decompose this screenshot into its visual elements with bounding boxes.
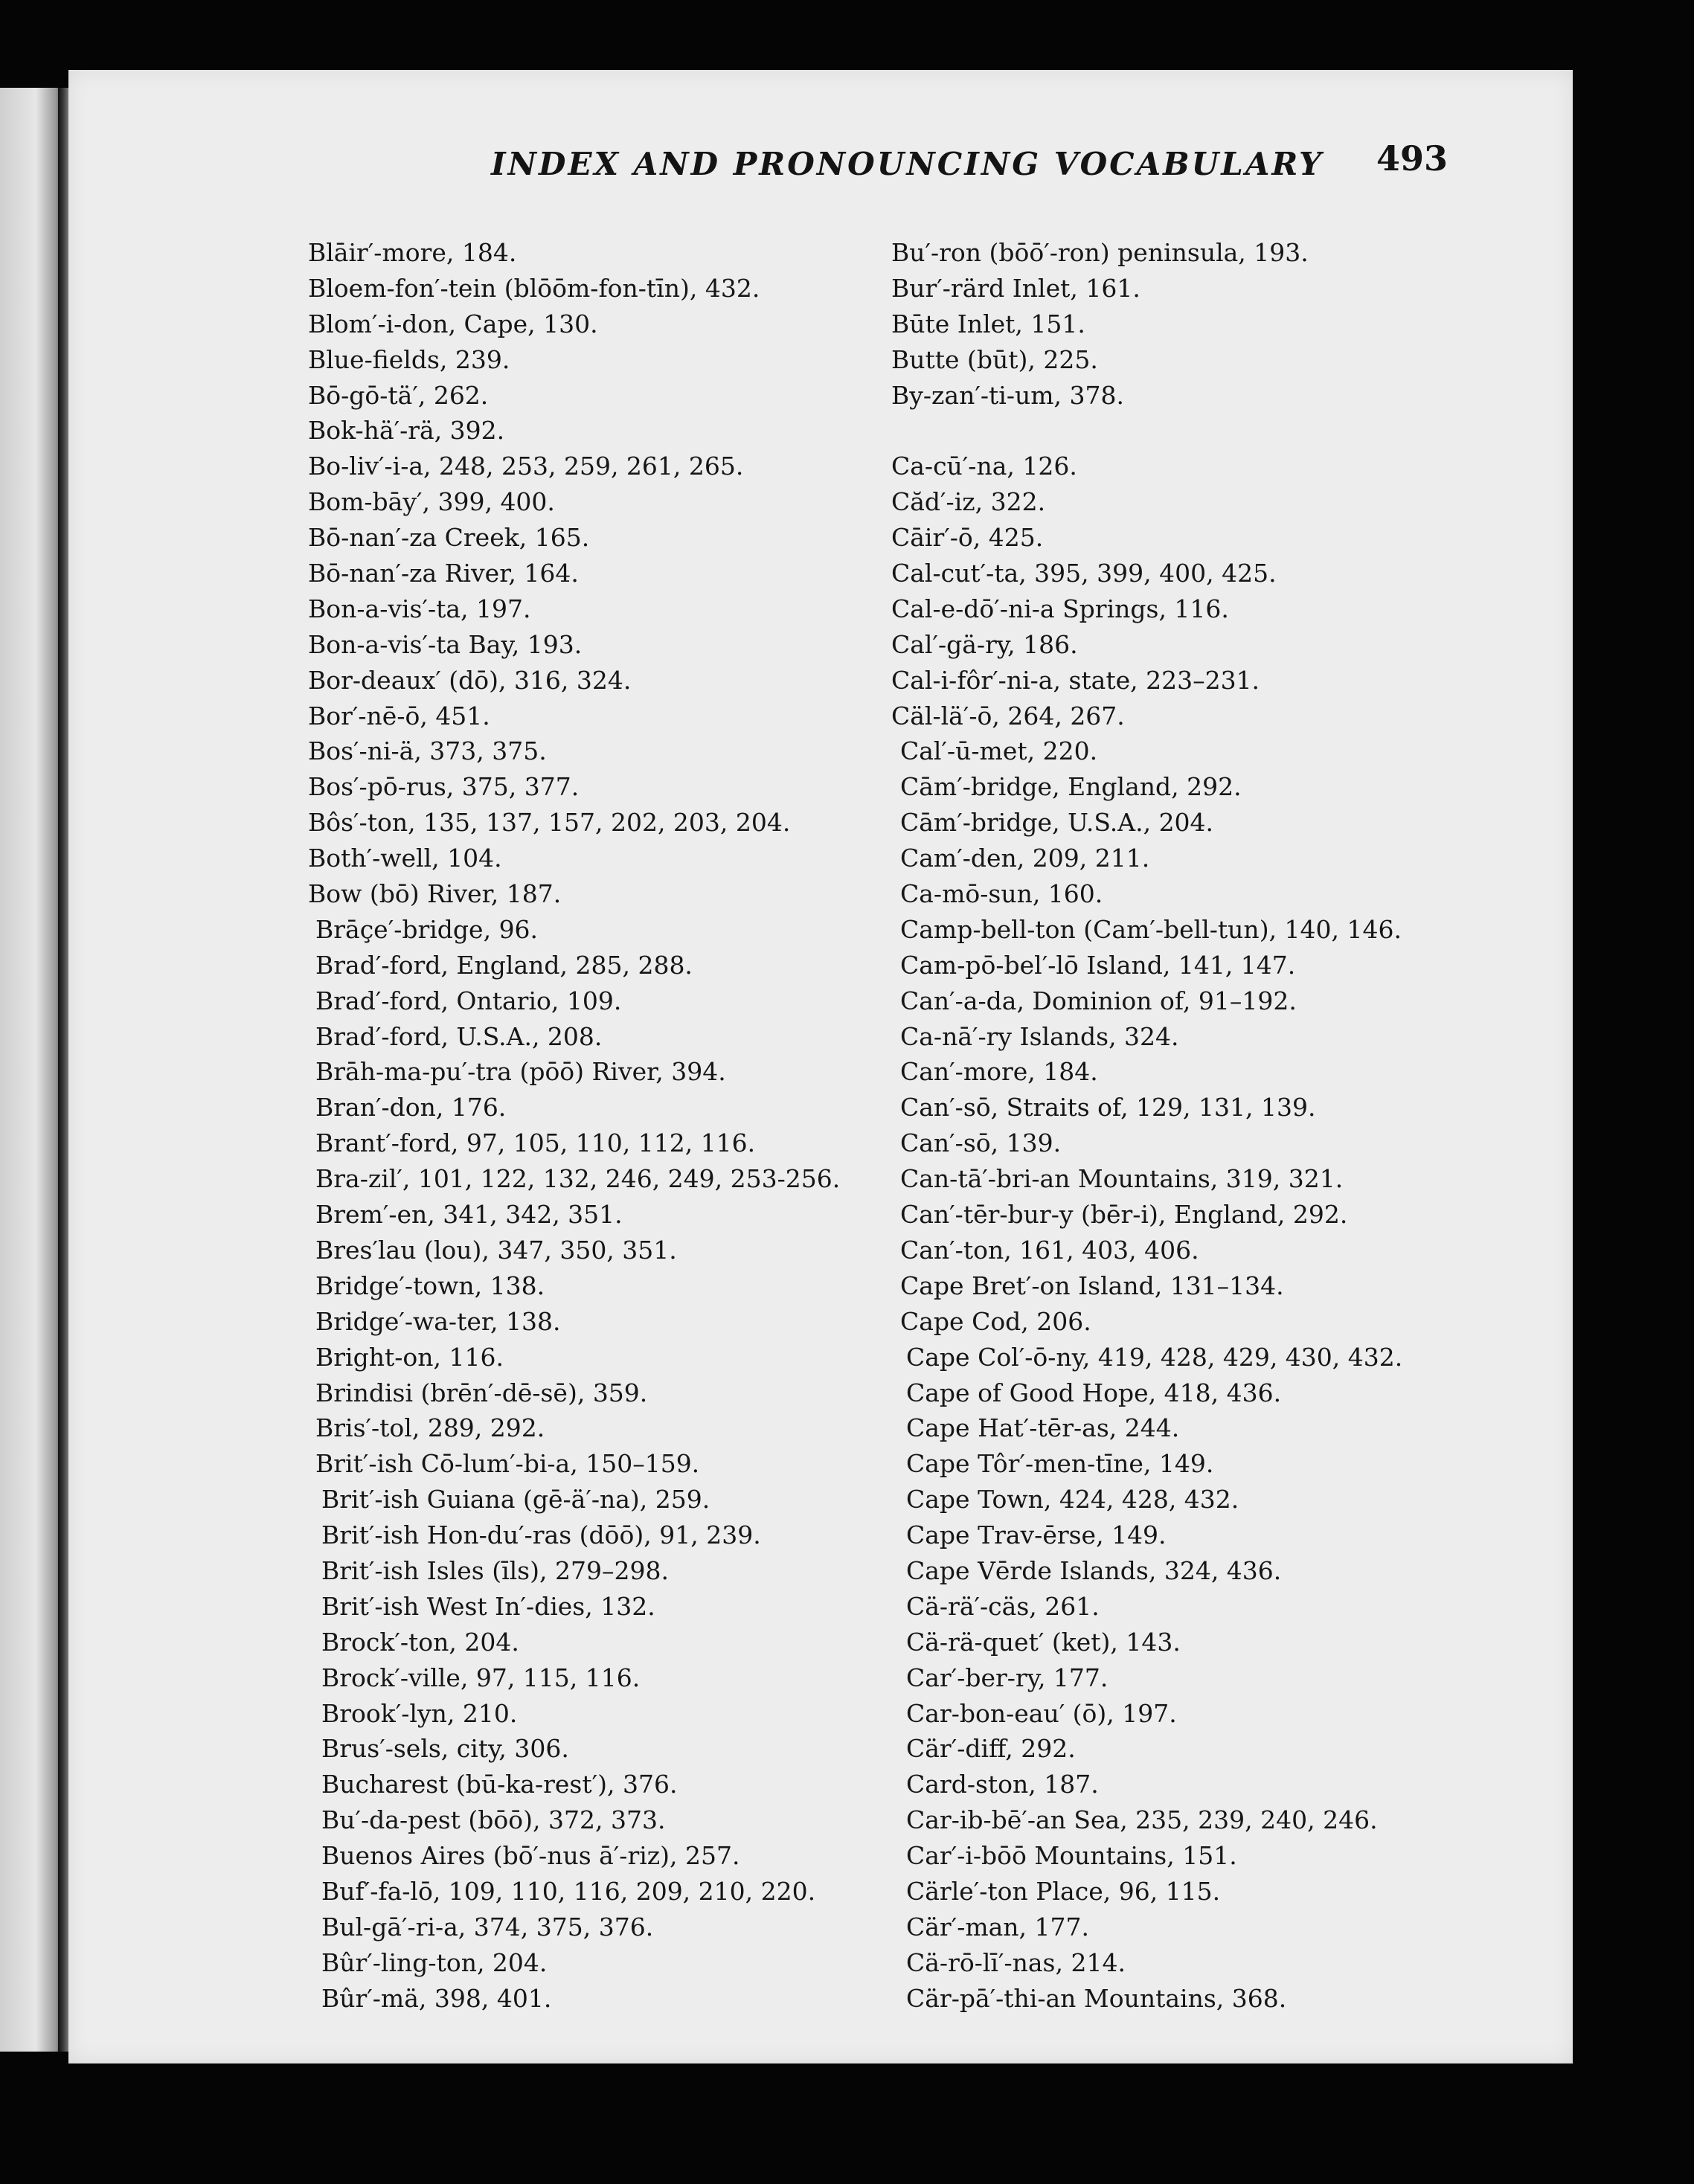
index-entry: Bridge′-wa-ter, 138. bbox=[315, 1306, 561, 1336]
index-entry: Bok-hä′-rä, 392. bbox=[308, 416, 505, 446]
index-entry: Cape Vērde Islands, 324, 436. bbox=[906, 1555, 1282, 1585]
index-entry: Cām′-bridge, U.S.A., 204. bbox=[900, 808, 1214, 838]
index-entry: Bor-deaux′ (dō), 316, 324. bbox=[308, 665, 632, 695]
index-entry: Bris′-tol, 289, 292. bbox=[315, 1413, 545, 1443]
index-entry: Ca-nā′-ry Islands, 324. bbox=[900, 1021, 1179, 1051]
index-entry: Buf′-fa-lō, 109, 110, 116, 209, 210, 220. bbox=[321, 1876, 816, 1906]
index-entry: Car-bon-eau′ (ō), 197. bbox=[906, 1698, 1177, 1728]
index-entry: Cal′-ū-met, 220. bbox=[900, 736, 1098, 766]
index-entry: Can′-sō, 139. bbox=[900, 1128, 1062, 1158]
index-column-left bbox=[308, 235, 873, 2017]
index-entry: Bow (bō) River, 187. bbox=[308, 879, 562, 909]
index-entry: Bō-gō-tä′, 262. bbox=[308, 380, 489, 410]
index-entry: Brit′-ish Guiana (gē-ä′-na), 259. bbox=[321, 1485, 710, 1515]
index-entry: Brus′-sels, city, 306. bbox=[321, 1734, 569, 1764]
index-entry: Cape of Good Hope, 418, 436. bbox=[906, 1378, 1282, 1407]
index-entry: Cape Hat′-tēr-as, 244. bbox=[906, 1413, 1180, 1443]
page-number: 493 bbox=[1376, 138, 1448, 179]
index-entry: Brit′-ish Isles (īls), 279–298. bbox=[321, 1555, 669, 1585]
index-entry: Brook′-lyn, 210. bbox=[321, 1698, 518, 1728]
index-entry: Cape Town, 424, 428, 432. bbox=[906, 1485, 1239, 1515]
index-entry: Can′-ton, 161, 403, 406. bbox=[900, 1235, 1199, 1265]
index-entry: Brāh-ma-pu′-tra (pōō) River, 394. bbox=[315, 1057, 726, 1087]
index-entry: Cär′-man, 177. bbox=[906, 1912, 1090, 1941]
index-entry: Can′-sō, Straits of, 129, 131, 139. bbox=[900, 1093, 1316, 1122]
index-entry: Buenos Aires (bō′-nus ā′-riz), 257. bbox=[321, 1841, 740, 1871]
index-entry: Brāçe′-bridge, 96. bbox=[315, 914, 539, 944]
index-entry: Bon-a-vis′-ta, 197. bbox=[308, 594, 531, 623]
index-entry: Ca-mō-sun, 160. bbox=[900, 879, 1103, 909]
index-entry: Bos′-pō-rus, 375, 377. bbox=[308, 772, 580, 802]
index-entry: Bloem-fon′-tein (blōōm-fon-tīn), 432. bbox=[308, 273, 760, 303]
index-entry: Cä-rō-lī′-nas, 214. bbox=[906, 1947, 1126, 1977]
index-entry: Cä-rä-quet′ (ket), 143. bbox=[906, 1627, 1181, 1657]
index-entry: Bō-nan′-za Creek, 165. bbox=[308, 523, 590, 553]
index-entry: Bôs′-ton, 135, 137, 157, 202, 203, 204. bbox=[308, 808, 791, 838]
previous-page-edge bbox=[0, 88, 65, 2052]
index-entry: Car′-i-bōō Mountains, 151. bbox=[906, 1841, 1237, 1871]
index-entry: Can-tā′-bri-an Mountains, 319, 321. bbox=[900, 1164, 1344, 1194]
index-entry: Cal′-gä-ry, 186. bbox=[891, 629, 1078, 659]
index-entry: Cal-cut′-ta, 395, 399, 400, 425. bbox=[891, 559, 1277, 588]
index-entry: Blāir′-more, 184. bbox=[308, 238, 517, 267]
index-entry: Bres′lau (lou), 347, 350, 351. bbox=[315, 1235, 677, 1265]
index-entry: Brit′-ish Cō-lum′-bi-a, 150–159. bbox=[315, 1449, 700, 1479]
index-entry: Brant′-ford, 97, 105, 110, 112, 116. bbox=[315, 1128, 756, 1158]
index-entry: Cape Tôr′-men-tīne, 149. bbox=[906, 1449, 1214, 1479]
index-entry: By-zan′-ti-um, 378. bbox=[891, 380, 1124, 410]
index-entry: Car-ib-bē′-an Sea, 235, 239, 240, 246. bbox=[906, 1805, 1378, 1835]
index-column-right bbox=[891, 235, 1486, 2017]
index-entry: Cām′-bridge, England, 292. bbox=[900, 772, 1242, 802]
index-entry: Bridge′-town, 138. bbox=[315, 1271, 545, 1300]
index-entry: Brit′-ish Hon-du′-ras (dōō), 91, 239. bbox=[321, 1520, 761, 1550]
index-entry: Can′-a-da, Dominion of, 91–192. bbox=[900, 986, 1297, 1015]
index-entry: Cape Col′-ō-ny, 419, 428, 429, 430, 432. bbox=[906, 1342, 1403, 1372]
index-entry: Bos′-ni-ä, 373, 375. bbox=[308, 736, 547, 766]
index-entry: Bucharest (bū-ka-rest′), 376. bbox=[321, 1770, 678, 1799]
index-entry: Cal-i-fôr′-ni-a, state, 223–231. bbox=[891, 665, 1260, 695]
index-entry: Cär′-diff, 292. bbox=[906, 1734, 1076, 1764]
index-entry: Butte (būt), 225. bbox=[891, 344, 1098, 374]
index-entry: Căd′-iz, 322. bbox=[891, 487, 1046, 517]
index-entry: Brad′-ford, U.S.A., 208. bbox=[315, 1021, 603, 1051]
index-entry: Cal-e-dō′-ni-a Springs, 116. bbox=[891, 594, 1229, 623]
index-entry: Ca-cū′-na, 126. bbox=[891, 452, 1077, 481]
index-entry: Bûr′-mä, 398, 401. bbox=[321, 1983, 552, 2013]
index-entry: Būte Inlet, 151. bbox=[891, 309, 1085, 338]
index-entry: Blue-fields, 239. bbox=[308, 344, 510, 374]
index-entry: Cape Bret′-on Island, 131–134. bbox=[900, 1271, 1284, 1300]
index-entry: Bō-nan′-za River, 164. bbox=[308, 559, 579, 588]
index-entry: Brit′-ish West In′-dies, 132. bbox=[321, 1591, 655, 1621]
index-entry: Cape Trav-ērse, 149. bbox=[906, 1520, 1167, 1550]
index-entry: Bor′-nē-ō, 451. bbox=[308, 701, 490, 730]
index-entry: Bur′-rärd Inlet, 161. bbox=[891, 273, 1140, 303]
index-entry: Bran′-don, 176. bbox=[315, 1093, 507, 1122]
index-entry: Brad′-ford, Ontario, 109. bbox=[315, 986, 622, 1015]
index-entry: Bom-bāy′, 399, 400. bbox=[308, 487, 555, 517]
index-entry: Brock′-ville, 97, 115, 116. bbox=[321, 1663, 641, 1692]
index-entry: Bul-gā′-ri-a, 374, 375, 376. bbox=[321, 1912, 654, 1941]
index-entry: Bo-liv′-i-a, 248, 253, 259, 261, 265. bbox=[308, 452, 744, 481]
index-entry: Bon-a-vis′-ta Bay, 193. bbox=[308, 629, 583, 659]
index-entry: Cäl-lä′-ō, 264, 267. bbox=[891, 701, 1125, 730]
index-entry: Cāir′-ō, 425. bbox=[891, 523, 1044, 553]
index-entry: Cär-pā′-thi-an Mountains, 368. bbox=[906, 1983, 1287, 2013]
index-entry: Brem′-en, 341, 342, 351. bbox=[315, 1200, 623, 1230]
index-entry: Bûr′-ling-ton, 204. bbox=[321, 1947, 548, 1977]
index-entry: Bu′-ron (bōō′-ron) peninsula, 193. bbox=[891, 238, 1309, 267]
index-entry bbox=[891, 413, 1486, 449]
index-entry: Bra-zil′, 101, 122, 132, 246, 249, 253-256. bbox=[315, 1164, 841, 1194]
book-spine bbox=[58, 88, 68, 2052]
index-entry: Can′-more, 184. bbox=[900, 1057, 1098, 1087]
index-entry: Cam′-den, 209, 211. bbox=[900, 844, 1150, 873]
index-entry: Cape Cod, 206. bbox=[900, 1306, 1091, 1336]
index-entry: Can′-tēr-bur-y (bēr-i), England, 292. bbox=[900, 1200, 1348, 1230]
index-entry: Cärle′-ton Place, 96, 115. bbox=[906, 1876, 1221, 1906]
index-entry: Card-ston, 187. bbox=[906, 1770, 1099, 1799]
index-entry: Brad′-ford, England, 285, 288. bbox=[315, 950, 693, 980]
running-header: INDEX AND PRONOUNCING VOCABULARY bbox=[491, 146, 1324, 182]
index-entry: Cam-pō-bel′-lō Island, 141, 147. bbox=[900, 950, 1296, 980]
index-entry: Camp-bell-ton (Cam′-bell-tun), 140, 146. bbox=[900, 914, 1402, 944]
index-entry: Car′-ber-ry, 177. bbox=[906, 1663, 1109, 1692]
index-entry: Bu′-da-pest (bōō), 372, 373. bbox=[321, 1805, 666, 1835]
index-entry: Cä-rä′-cäs, 261. bbox=[906, 1591, 1100, 1621]
index-entry: Both′-well, 104. bbox=[308, 844, 502, 873]
index-entry: Brindisi (brēn′-dē-sē), 359. bbox=[315, 1378, 648, 1407]
index-entry: Brock′-ton, 204. bbox=[321, 1627, 519, 1657]
index-entry: Blom′-i-don, Cape, 130. bbox=[308, 309, 598, 338]
index-entry: Bright-on, 116. bbox=[315, 1342, 504, 1372]
